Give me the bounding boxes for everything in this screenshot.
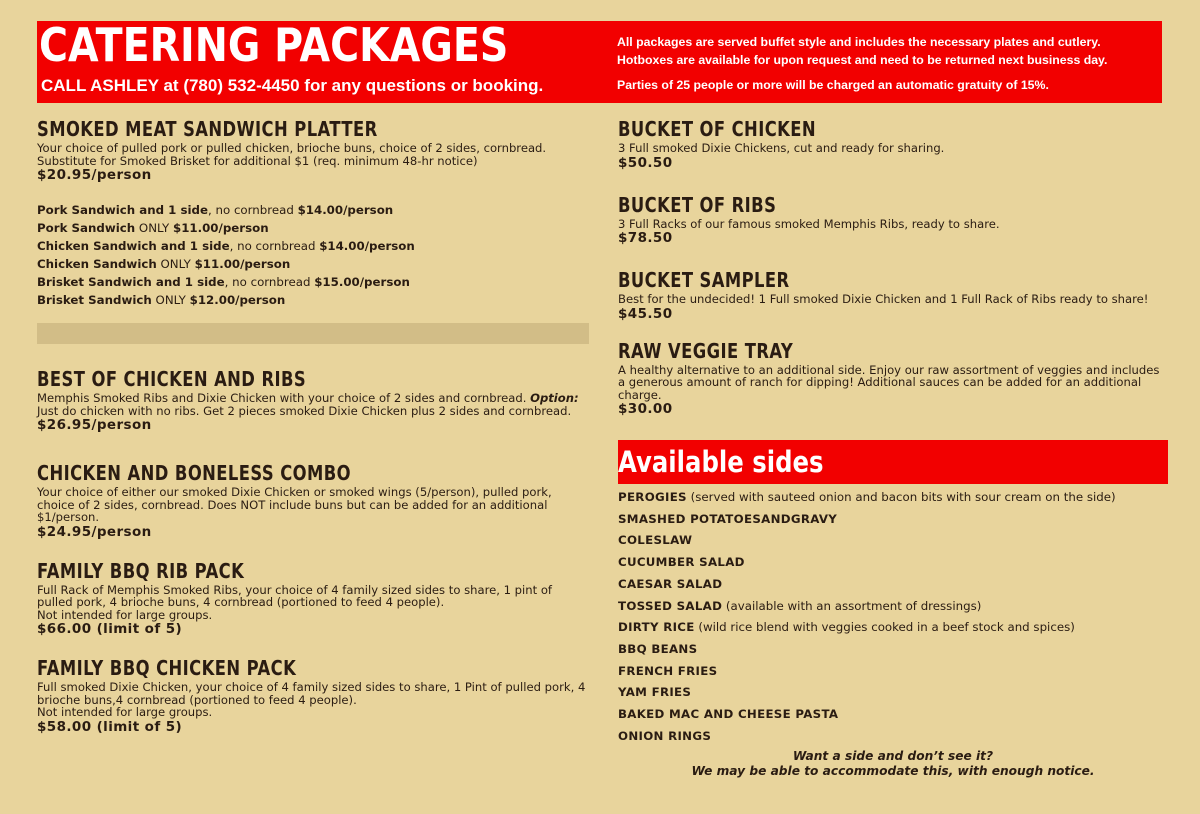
section-chicken-boneless-combo [37,460,589,541]
sides-list [618,487,1168,747]
option-row [37,291,589,309]
option-row [37,255,589,273]
right-column [618,116,1168,779]
option-price: $12.00/person [189,293,286,307]
section-title: SMOKED MEAT SANDWICH PLATTER [37,117,378,141]
side-name: PEROGIES [618,490,687,504]
section-price: $66.00 (limit of 5) [37,621,183,637]
option-name: Chicken Sandwich and 1 side [37,239,230,253]
side-name: YAM FRIES [618,685,692,700]
section-price: $24.95/person [37,523,152,540]
list-item [618,509,1168,531]
banner-notes [617,33,1157,94]
list-item [618,487,1168,509]
description-text: Just do chicken with no ribs. Get 2 pieces smoked Dixie Chicken plus 2 sides and cornbread. [37,403,572,418]
page-title: CATERING PACKAGES [39,18,509,72]
note-hotboxes: Hotboxes are available for upon request and need to be returned next business day. [617,53,1108,67]
section-price: $50.50 [618,154,673,171]
option-detail: ONLY [156,257,195,271]
side-name: FRENCH FRIES [618,663,718,678]
footnote-line: Want a side and don’t see it? [792,749,994,764]
section-description: Best for the undecided! 1 Full smoked Dixie Chicken and 1 Full Rack of Ribs ready to share! [618,292,1149,306]
side-name: ONION RINGS [618,728,712,743]
side-name: SMASHED POTATOESANDGRAVY [618,511,838,526]
section-description: Your choice of either our smoked Dixie Chicken or smoked wings (5/person), pulled pork, choice of 2 sides, cornbread. Does NOT include buns but can be added for an additional $1/person. [37,485,552,524]
option-price: $14.00/person [297,203,394,217]
side-name: TOSSED SALAD [618,598,723,613]
section-description [37,392,589,417]
sandwich-options [37,201,589,309]
note-gratuity: Parties of 25 people or more will be charged an automatic gratuity of 15%. [617,78,1049,92]
side-name: BBQ BEANS [618,641,698,656]
list-item [618,574,1168,596]
section-title: BEST OF CHICKEN AND RIBS [37,367,307,391]
list-item [618,552,1168,574]
side-name: COLESLAW [618,533,693,548]
option-row [37,201,589,219]
section-title: BUCKET OF CHICKEN [618,117,817,141]
option-row [37,273,589,291]
section-price: $78.50 [618,230,673,246]
option-detail: ONLY [135,221,173,235]
contact-line: CALL ASHLEY at (780) 532-4450 for any questions or booking. [41,76,544,95]
option-name: Brisket Sandwich and 1 side [37,275,225,289]
left-column [37,116,589,736]
footnote-line: We may be able to accommodate this, with enough notice. [691,764,1095,779]
option-row [37,237,589,255]
section-description: 3 Full smoked Dixie Chickens, cut and ready for sharing. [618,141,945,155]
option-price: $11.00/person [172,221,269,235]
section-price: $45.50 [618,305,673,322]
section-title: FAMILY BBQ CHICKEN PACK [37,656,297,680]
section-bucket-chicken [618,116,1168,172]
option-name: Chicken Sandwich [37,257,157,271]
list-item [618,661,1168,683]
section-title: RAW VEGGIE TRAY [618,338,794,363]
section-bucket-ribs [618,192,1168,248]
sides-footnote [618,749,1168,779]
option-price: $15.00/person [314,275,410,289]
section-title: BUCKET SAMPLER [618,268,790,292]
section-raw-veggie-tray [618,338,1168,419]
section-price: $20.95/person [37,167,152,183]
option-detail: , no cornbread [224,275,315,289]
side-name: CAESAR SALAD [618,576,723,591]
section-bucket-sampler [618,267,1168,323]
list-item [618,726,1168,748]
section-family-rib-pack [37,558,589,639]
side-name: DIRTY RICE [618,620,695,635]
option-label: Option: [530,391,579,405]
section-price: $58.00 (limit of 5) [37,718,183,735]
section-divider [37,323,589,344]
section-note: Not intended for large groups. [37,607,213,622]
option-detail: ONLY [151,293,190,307]
section-smoked-sandwich [37,116,589,344]
option-name: Brisket Sandwich [37,293,152,307]
side-name: BAKED MAC AND CHEESE PASTA [618,707,839,722]
section-title: FAMILY BBQ RIB PACK [37,558,245,583]
section-price: $30.00 [618,401,673,417]
option-detail: , no cornbread [229,239,320,253]
section-title: BUCKET OF RIBS [618,192,777,217]
section-description: Full Rack of Memphis Smoked Ribs, your choice of 4 family sized sides to share, 1 pint of pulled pork, 4 brioche buns, 4 cornbread (portioned to feed 4 people). [37,582,553,609]
sides-banner [618,440,1168,484]
section-description: 3 Full Racks of our famous smoked Memphis Ribs, ready to share. [618,216,1000,231]
side-note: (wild rice blend with veggies cooked in a beef stock and spices) [694,620,1075,635]
side-note: (available with an assortment of dressings) [722,598,982,613]
list-item [618,639,1168,661]
option-name: Pork Sandwich [37,221,136,235]
section-description: A healthy alternative to an additional side. Enjoy our raw assortment of veggies and includes a generous amount of ranch for dipping! Additional sauces can be added for an additional charge. [618,362,1160,402]
list-item [618,530,1168,552]
option-name: Pork Sandwich and 1 side [37,203,208,217]
section-title: CHICKEN AND BONELESS COMBO [37,461,352,485]
section-family-chicken-pack [37,655,589,736]
header-banner [37,18,1162,103]
list-item [618,617,1168,639]
list-item [618,682,1168,704]
side-name: CUCUMBER SALAD [618,555,745,570]
option-detail: , no cornbread [208,203,298,217]
option-price: $14.00/person [319,239,415,253]
list-item [618,596,1168,618]
note-buffet: All packages are served buffet style and includes the necessary plates and cutlery. [617,35,1101,49]
list-item [618,704,1168,726]
description-text: Memphis Smoked Ribs and Dixie Chicken with your choice of 2 sides and cornbread. [37,391,531,405]
section-description: Your choice of pulled pork or pulled chicken, brioche buns, choice of 2 sides, cornbread. Substitute for Smoked Brisket for additional $1 (req. minimum 48-hr notice) [37,141,547,168]
option-row [37,219,589,237]
section-price: $26.95/person [37,417,152,433]
option-price: $11.00/person [194,257,291,271]
section-best-of-chicken-ribs [37,366,589,434]
section-note: Not intended for large groups. [37,705,213,719]
sides-title: Available sides [618,445,824,479]
section-description: Full smoked Dixie Chicken, your choice of 4 family sized sides to share, 1 Pint of pulled pork, 4 brioche buns,4 cornbread (portioned to feed 4 people). [37,680,586,707]
side-note: (served with sauteed onion and bacon bits with sour cream on the side) [686,490,1116,504]
